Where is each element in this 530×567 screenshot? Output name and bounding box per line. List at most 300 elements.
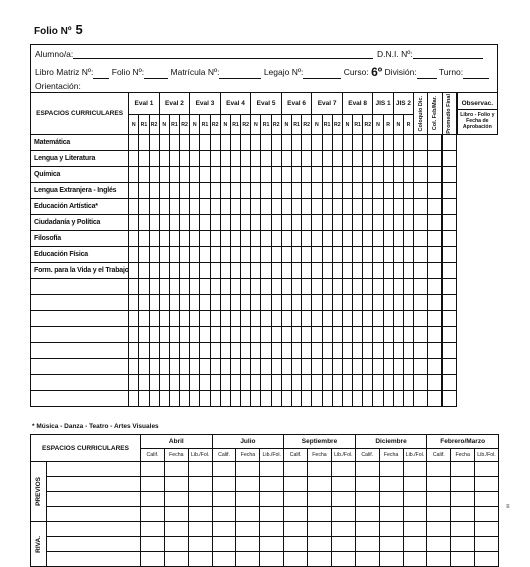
grade-cell[interactable] (342, 311, 352, 327)
grade-cell[interactable] (149, 215, 159, 231)
grade-cell[interactable] (302, 183, 312, 199)
grade-cell[interactable] (428, 279, 442, 295)
exam-cell[interactable] (379, 477, 403, 492)
grade-cell[interactable] (363, 359, 373, 375)
grade-cell[interactable] (373, 279, 383, 295)
grade-cell[interactable] (230, 359, 240, 375)
grade-cell[interactable] (363, 391, 373, 407)
grade-cell[interactable] (230, 247, 240, 263)
grade-cell[interactable] (428, 311, 442, 327)
grade-cell[interactable] (291, 247, 301, 263)
grade-cell[interactable] (383, 375, 393, 391)
grade-cell[interactable] (139, 343, 149, 359)
grade-cell[interactable] (312, 231, 322, 247)
grade-cell[interactable] (302, 167, 312, 183)
grade-cell[interactable] (428, 135, 442, 151)
grade-cell[interactable] (190, 279, 200, 295)
grade-cell[interactable] (442, 135, 456, 151)
grade-cell[interactable] (281, 279, 291, 295)
grade-cell[interactable] (180, 279, 190, 295)
exam-cell[interactable] (475, 477, 499, 492)
grade-cell[interactable] (251, 375, 261, 391)
grade-cell[interactable] (312, 199, 322, 215)
grade-cell[interactable] (190, 151, 200, 167)
grade-cell[interactable] (200, 167, 210, 183)
grade-cell[interactable] (261, 215, 271, 231)
grade-cell[interactable] (312, 167, 322, 183)
grade-cell[interactable] (210, 359, 220, 375)
grade-cell[interactable] (342, 343, 352, 359)
grade-cell[interactable] (363, 279, 373, 295)
grade-cell[interactable] (210, 343, 220, 359)
grade-cell[interactable] (159, 311, 169, 327)
grade-cell[interactable] (428, 295, 442, 311)
grade-cell[interactable] (159, 199, 169, 215)
grade-cell[interactable] (261, 183, 271, 199)
grade-cell[interactable] (312, 135, 322, 151)
grade-cell[interactable] (139, 327, 149, 343)
grade-cell[interactable] (129, 391, 139, 407)
grade-cell[interactable] (353, 327, 363, 343)
exam-subject-cell[interactable] (47, 522, 141, 537)
grade-cell[interactable] (230, 375, 240, 391)
grade-cell[interactable] (393, 327, 403, 343)
exam-cell[interactable] (451, 537, 475, 552)
exam-cell[interactable] (188, 537, 212, 552)
grade-cell[interactable] (220, 231, 230, 247)
grade-cell[interactable] (383, 231, 393, 247)
grade-cell[interactable] (342, 247, 352, 263)
grade-cell[interactable] (230, 263, 240, 279)
grade-cell[interactable] (251, 359, 261, 375)
grade-cell[interactable] (129, 359, 139, 375)
grade-cell[interactable] (342, 295, 352, 311)
grade-cell[interactable] (442, 279, 456, 295)
grade-cell[interactable] (383, 167, 393, 183)
exam-cell[interactable] (188, 477, 212, 492)
exam-cell[interactable] (355, 477, 379, 492)
grade-cell[interactable] (159, 391, 169, 407)
grade-cell[interactable] (281, 391, 291, 407)
grade-cell[interactable] (159, 375, 169, 391)
grade-cell[interactable] (139, 199, 149, 215)
grade-cell[interactable] (281, 359, 291, 375)
grade-cell[interactable] (251, 135, 261, 151)
grade-cell[interactable] (363, 135, 373, 151)
grade-cell[interactable] (169, 263, 179, 279)
grade-cell[interactable] (312, 247, 322, 263)
grade-cell[interactable] (230, 199, 240, 215)
grade-cell[interactable] (322, 167, 332, 183)
grade-cell[interactable] (271, 231, 281, 247)
exam-cell[interactable] (164, 462, 188, 477)
exam-cell[interactable] (403, 522, 427, 537)
matricula-field[interactable] (219, 70, 261, 79)
grade-cell[interactable] (129, 199, 139, 215)
grade-cell[interactable] (169, 167, 179, 183)
grade-cell[interactable] (159, 279, 169, 295)
grade-cell[interactable] (271, 391, 281, 407)
exam-cell[interactable] (403, 492, 427, 507)
grade-cell[interactable] (129, 231, 139, 247)
exam-cell[interactable] (284, 477, 308, 492)
grade-cell[interactable] (200, 135, 210, 151)
grade-cell[interactable] (271, 247, 281, 263)
grade-cell[interactable] (271, 359, 281, 375)
exam-cell[interactable] (164, 537, 188, 552)
grade-cell[interactable] (271, 311, 281, 327)
grade-cell[interactable] (180, 183, 190, 199)
grade-cell[interactable] (393, 167, 403, 183)
grade-cell[interactable] (129, 327, 139, 343)
grade-cell[interactable] (403, 263, 413, 279)
grade-cell[interactable] (393, 135, 403, 151)
exam-cell[interactable] (164, 552, 188, 567)
grade-cell[interactable] (342, 167, 352, 183)
grade-cell[interactable] (190, 183, 200, 199)
grade-cell[interactable] (291, 135, 301, 151)
grade-cell[interactable] (159, 183, 169, 199)
grade-cell[interactable] (251, 215, 261, 231)
grade-cell[interactable] (261, 263, 271, 279)
exam-cell[interactable] (451, 462, 475, 477)
exam-cell[interactable] (451, 552, 475, 567)
exam-subject-cell[interactable] (47, 537, 141, 552)
grade-cell[interactable] (180, 151, 190, 167)
exam-cell[interactable] (141, 462, 165, 477)
grade-cell[interactable] (220, 375, 230, 391)
grade-cell[interactable] (241, 343, 251, 359)
grade-cell[interactable] (149, 135, 159, 151)
grade-cell[interactable] (332, 215, 342, 231)
grade-cell[interactable] (322, 151, 332, 167)
exam-cell[interactable] (188, 552, 212, 567)
grade-cell[interactable] (241, 215, 251, 231)
grade-cell[interactable] (169, 359, 179, 375)
grade-cell[interactable] (180, 199, 190, 215)
grade-cell[interactable] (149, 327, 159, 343)
exam-cell[interactable] (475, 537, 499, 552)
grade-cell[interactable] (353, 215, 363, 231)
exam-cell[interactable] (284, 492, 308, 507)
grade-cell[interactable] (291, 183, 301, 199)
exam-cell[interactable] (188, 492, 212, 507)
grade-cell[interactable] (302, 343, 312, 359)
grade-cell[interactable] (373, 183, 383, 199)
grade-cell[interactable] (312, 279, 322, 295)
grade-cell[interactable] (200, 375, 210, 391)
grade-cell[interactable] (251, 167, 261, 183)
grade-cell[interactable] (414, 183, 428, 199)
grade-cell[interactable] (442, 375, 456, 391)
grade-cell[interactable] (190, 311, 200, 327)
grade-cell[interactable] (403, 343, 413, 359)
grade-cell[interactable] (363, 215, 373, 231)
grade-cell[interactable] (302, 375, 312, 391)
grade-cell[interactable] (220, 343, 230, 359)
grade-cell[interactable] (149, 183, 159, 199)
grade-cell[interactable] (210, 183, 220, 199)
grade-cell[interactable] (281, 311, 291, 327)
exam-cell[interactable] (331, 492, 355, 507)
grade-cell[interactable] (139, 279, 149, 295)
grade-cell[interactable] (312, 295, 322, 311)
exam-cell[interactable] (427, 492, 451, 507)
grade-cell[interactable] (373, 311, 383, 327)
grade-cell[interactable] (403, 359, 413, 375)
grade-cell[interactable] (241, 183, 251, 199)
grade-cell[interactable] (373, 375, 383, 391)
grade-cell[interactable] (129, 343, 139, 359)
grade-cell[interactable] (241, 327, 251, 343)
grade-cell[interactable] (373, 151, 383, 167)
grade-cell[interactable] (414, 215, 428, 231)
grade-cell[interactable] (393, 199, 403, 215)
exam-cell[interactable] (260, 477, 284, 492)
grade-cell[interactable] (302, 295, 312, 311)
exam-cell[interactable] (379, 537, 403, 552)
grade-cell[interactable] (261, 311, 271, 327)
grade-cell[interactable] (414, 279, 428, 295)
grade-cell[interactable] (169, 327, 179, 343)
grade-cell[interactable] (442, 167, 456, 183)
grade-cell[interactable] (302, 359, 312, 375)
exam-cell[interactable] (141, 507, 165, 522)
grade-cell[interactable] (241, 231, 251, 247)
grade-cell[interactable] (210, 391, 220, 407)
grade-cell[interactable] (322, 263, 332, 279)
grade-cell[interactable] (220, 327, 230, 343)
grade-cell[interactable] (159, 327, 169, 343)
grade-cell[interactable] (149, 343, 159, 359)
grade-cell[interactable] (353, 375, 363, 391)
grade-cell[interactable] (302, 279, 312, 295)
grade-cell[interactable] (230, 135, 240, 151)
grade-cell[interactable] (373, 247, 383, 263)
grade-cell[interactable] (139, 151, 149, 167)
grade-cell[interactable] (261, 247, 271, 263)
grade-cell[interactable] (210, 279, 220, 295)
grade-cell[interactable] (383, 199, 393, 215)
grade-cell[interactable] (139, 359, 149, 375)
grade-cell[interactable] (129, 167, 139, 183)
exam-cell[interactable] (260, 462, 284, 477)
grade-cell[interactable] (353, 311, 363, 327)
grade-cell[interactable] (403, 135, 413, 151)
grade-cell[interactable] (200, 215, 210, 231)
grade-cell[interactable] (241, 375, 251, 391)
grade-cell[interactable] (180, 231, 190, 247)
grade-cell[interactable] (261, 135, 271, 151)
exam-cell[interactable] (212, 522, 236, 537)
grade-cell[interactable] (169, 215, 179, 231)
grade-cell[interactable] (169, 151, 179, 167)
grade-cell[interactable] (363, 343, 373, 359)
grade-cell[interactable] (393, 231, 403, 247)
exam-cell[interactable] (427, 477, 451, 492)
grade-cell[interactable] (312, 391, 322, 407)
grade-cell[interactable] (342, 263, 352, 279)
grade-cell[interactable] (393, 279, 403, 295)
grade-cell[interactable] (190, 135, 200, 151)
exam-cell[interactable] (475, 552, 499, 567)
exam-cell[interactable] (308, 477, 332, 492)
grade-cell[interactable] (190, 343, 200, 359)
grade-cell[interactable] (159, 295, 169, 311)
grade-cell[interactable] (169, 391, 179, 407)
grade-cell[interactable] (353, 231, 363, 247)
grade-cell[interactable] (373, 199, 383, 215)
grade-cell[interactable] (159, 167, 169, 183)
exam-cell[interactable] (260, 492, 284, 507)
grade-cell[interactable] (373, 327, 383, 343)
grade-cell[interactable] (428, 151, 442, 167)
grade-cell[interactable] (261, 151, 271, 167)
grade-cell[interactable] (322, 135, 332, 151)
grade-cell[interactable] (414, 263, 428, 279)
exam-cell[interactable] (141, 477, 165, 492)
grade-cell[interactable] (353, 183, 363, 199)
grade-cell[interactable] (302, 151, 312, 167)
grade-cell[interactable] (180, 327, 190, 343)
grade-cell[interactable] (220, 247, 230, 263)
grade-cell[interactable] (442, 391, 456, 407)
grade-cell[interactable] (373, 391, 383, 407)
grade-cell[interactable] (180, 167, 190, 183)
grade-cell[interactable] (332, 375, 342, 391)
grade-cell[interactable] (312, 375, 322, 391)
grade-cell[interactable] (342, 199, 352, 215)
grade-cell[interactable] (180, 263, 190, 279)
grade-cell[interactable] (373, 295, 383, 311)
grade-cell[interactable] (442, 343, 456, 359)
grade-cell[interactable] (180, 359, 190, 375)
grade-cell[interactable] (332, 247, 342, 263)
grade-cell[interactable] (241, 279, 251, 295)
grade-cell[interactable] (383, 151, 393, 167)
exam-cell[interactable] (308, 522, 332, 537)
exam-cell[interactable] (284, 552, 308, 567)
grade-cell[interactable] (230, 327, 240, 343)
grade-cell[interactable] (281, 215, 291, 231)
grade-cell[interactable] (383, 359, 393, 375)
exam-cell[interactable] (164, 507, 188, 522)
grade-cell[interactable] (332, 327, 342, 343)
grade-cell[interactable] (393, 295, 403, 311)
grade-cell[interactable] (241, 263, 251, 279)
grade-cell[interactable] (302, 215, 312, 231)
grade-cell[interactable] (353, 295, 363, 311)
grade-cell[interactable] (139, 231, 149, 247)
grade-cell[interactable] (363, 231, 373, 247)
grade-cell[interactable] (302, 231, 312, 247)
grade-cell[interactable] (261, 327, 271, 343)
grade-cell[interactable] (322, 327, 332, 343)
grade-cell[interactable] (414, 231, 428, 247)
grade-cell[interactable] (139, 311, 149, 327)
grade-cell[interactable] (332, 135, 342, 151)
grade-cell[interactable] (190, 247, 200, 263)
grade-cell[interactable] (220, 263, 230, 279)
grade-cell[interactable] (180, 135, 190, 151)
grade-cell[interactable] (442, 311, 456, 327)
grade-cell[interactable] (271, 295, 281, 311)
grade-cell[interactable] (159, 263, 169, 279)
exam-cell[interactable] (355, 462, 379, 477)
grade-cell[interactable] (383, 263, 393, 279)
grade-cell[interactable] (200, 151, 210, 167)
exam-cell[interactable] (379, 552, 403, 567)
grade-cell[interactable] (159, 135, 169, 151)
grade-cell[interactable] (149, 247, 159, 263)
grade-cell[interactable] (180, 391, 190, 407)
exam-subject-cell[interactable] (47, 492, 141, 507)
grade-cell[interactable] (342, 327, 352, 343)
grade-cell[interactable] (373, 167, 383, 183)
grade-cell[interactable] (383, 215, 393, 231)
grade-cell[interactable] (139, 167, 149, 183)
grade-cell[interactable] (393, 375, 403, 391)
grade-cell[interactable] (129, 295, 139, 311)
grade-cell[interactable] (353, 151, 363, 167)
grade-cell[interactable] (180, 343, 190, 359)
grade-cell[interactable] (169, 311, 179, 327)
grade-cell[interactable] (383, 391, 393, 407)
grade-cell[interactable] (312, 263, 322, 279)
grade-cell[interactable] (428, 247, 442, 263)
grade-cell[interactable] (322, 183, 332, 199)
grade-cell[interactable] (169, 375, 179, 391)
exam-cell[interactable] (475, 492, 499, 507)
grade-cell[interactable] (220, 391, 230, 407)
grade-cell[interactable] (353, 199, 363, 215)
grade-cell[interactable] (271, 183, 281, 199)
grade-cell[interactable] (271, 151, 281, 167)
grade-cell[interactable] (230, 343, 240, 359)
grade-cell[interactable] (220, 295, 230, 311)
exam-cell[interactable] (331, 507, 355, 522)
grade-cell[interactable] (342, 359, 352, 375)
grade-cell[interactable] (312, 151, 322, 167)
grade-cell[interactable] (230, 311, 240, 327)
grade-cell[interactable] (271, 343, 281, 359)
exam-cell[interactable] (355, 492, 379, 507)
grade-cell[interactable] (332, 391, 342, 407)
grade-cell[interactable] (139, 295, 149, 311)
grade-cell[interactable] (332, 359, 342, 375)
exam-cell[interactable] (451, 477, 475, 492)
grade-cell[interactable] (241, 247, 251, 263)
grade-cell[interactable] (353, 135, 363, 151)
grade-cell[interactable] (271, 375, 281, 391)
exam-cell[interactable] (141, 492, 165, 507)
exam-cell[interactable] (284, 507, 308, 522)
grade-cell[interactable] (149, 151, 159, 167)
grade-cell[interactable] (322, 215, 332, 231)
grade-cell[interactable] (271, 167, 281, 183)
grade-cell[interactable] (230, 295, 240, 311)
grade-cell[interactable] (342, 375, 352, 391)
grade-cell[interactable] (241, 391, 251, 407)
grade-cell[interactable] (322, 199, 332, 215)
grade-cell[interactable] (291, 151, 301, 167)
grade-cell[interactable] (414, 135, 428, 151)
grade-cell[interactable] (428, 231, 442, 247)
grade-cell[interactable] (220, 151, 230, 167)
grade-cell[interactable] (442, 295, 456, 311)
grade-cell[interactable] (241, 199, 251, 215)
exam-cell[interactable] (308, 537, 332, 552)
